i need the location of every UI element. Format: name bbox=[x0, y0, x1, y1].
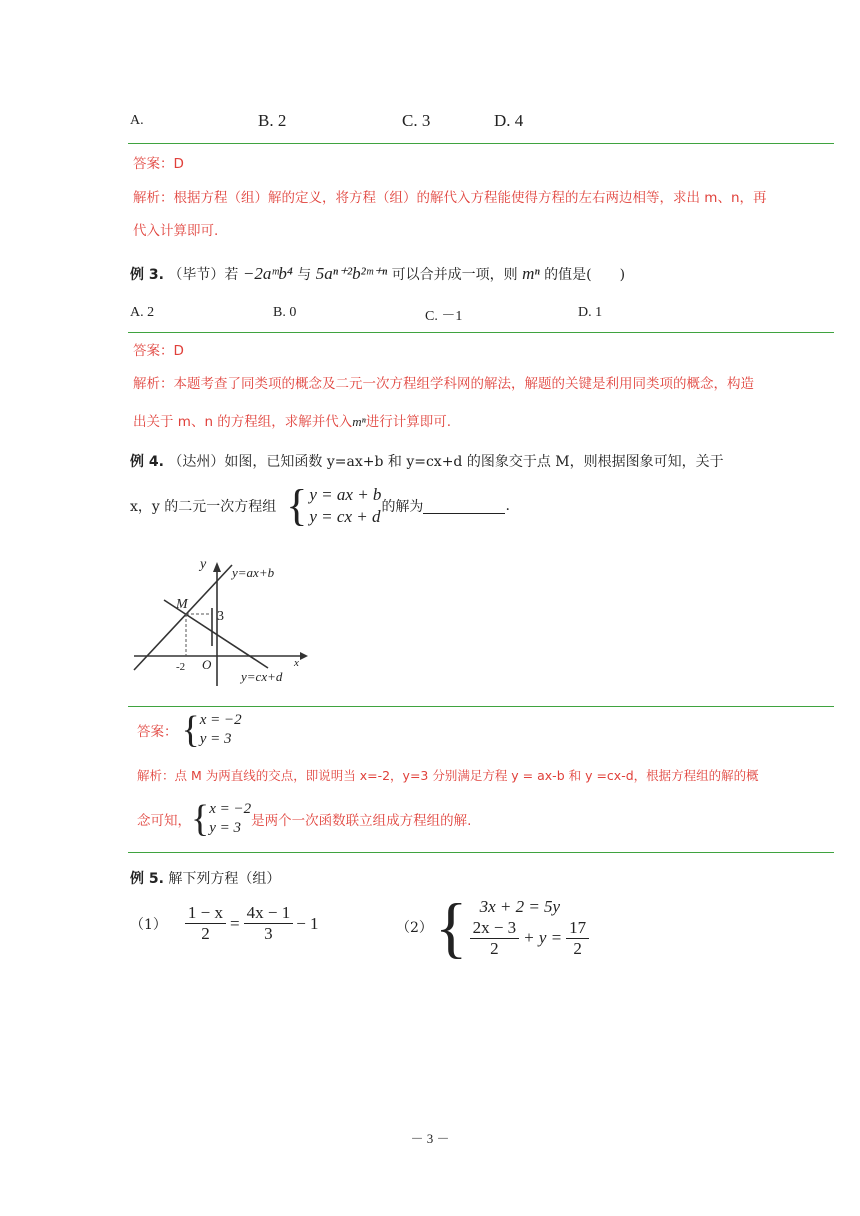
q2-answer bbox=[133, 152, 184, 172]
q5-part1-den-right: 3 bbox=[264, 924, 273, 943]
q5-part1-frac-right bbox=[244, 903, 294, 944]
q4-analysis-line2-a: 念可知， bbox=[137, 813, 191, 829]
q4-line2-b: 的解为 bbox=[381, 499, 424, 515]
q3-tail: 可以合并成一项，则 bbox=[391, 267, 518, 283]
q3-expr1: −2aᵐb⁴ bbox=[242, 264, 293, 283]
q4-system-top: y = ax + b bbox=[309, 485, 382, 504]
q5-title: 解下列方程（组） bbox=[168, 871, 281, 887]
q4-number: 例 4. bbox=[130, 454, 164, 470]
q4-line2-a: x，y 的二元一次方程组 bbox=[130, 499, 277, 515]
q4-answer-system bbox=[182, 711, 242, 749]
q5-part2-frac-a bbox=[470, 918, 520, 959]
q2-answer-top-rule bbox=[128, 143, 834, 144]
label-3: 3 bbox=[217, 609, 224, 624]
label-line2: y=cx+d bbox=[241, 669, 283, 684]
q5-number: 例 5. bbox=[130, 871, 164, 887]
q3-analysis-line2-b: 进行计算即可. bbox=[365, 414, 452, 430]
q2-option-d: D. 4 bbox=[494, 111, 524, 130]
q4-question-line1 bbox=[130, 451, 724, 471]
q3-answer-label: 答案： bbox=[133, 343, 174, 359]
q2-analysis-line2: 代入计算即可. bbox=[133, 223, 219, 239]
q3-option-b: B. 0 bbox=[273, 305, 297, 320]
label-m: M bbox=[176, 597, 188, 612]
q2-option-c: C. 3 bbox=[402, 111, 431, 130]
q5-part1-num-right: 4x − 1 bbox=[244, 903, 294, 924]
q4-line1: （达州）如图，已知函数 y=ax+b 和 y=cx+d 的图象交于点 M，则根据图象可知，关于 bbox=[168, 454, 724, 470]
q5-part2-label: （2） bbox=[396, 920, 433, 936]
q2-answer-label: 答案： bbox=[133, 156, 174, 172]
q4-equation-system bbox=[286, 481, 382, 530]
q4-answer-bottom: y = 3 bbox=[199, 731, 232, 747]
q3-analysis-line2 bbox=[133, 410, 451, 430]
q5-question bbox=[130, 868, 280, 888]
q4-line2-c: . bbox=[505, 498, 510, 514]
q4-answer-label: 答案： bbox=[137, 724, 178, 740]
q4-system-bottom: y = cx + d bbox=[309, 507, 381, 526]
q4-analysis-top: x = −2 bbox=[209, 801, 252, 817]
q4-answer-top-rule bbox=[128, 706, 834, 707]
q4-system-brace: { bbox=[286, 481, 308, 530]
label-x: x bbox=[294, 657, 299, 669]
q5-part1-label: （1） bbox=[130, 916, 167, 933]
q3-expr3: mⁿ bbox=[522, 264, 540, 283]
q3-number: 例 3. bbox=[130, 267, 164, 283]
q2-option-a: A. bbox=[130, 113, 144, 128]
q4-analysis-bottom: y = 3 bbox=[209, 820, 242, 836]
q5-part1-tail: − 1 bbox=[296, 913, 319, 933]
q3-analysis-line2-a: 出关于 m、n 的方程组，求解并代入 bbox=[133, 414, 353, 430]
q3-option-d: D. 1 bbox=[578, 305, 603, 320]
label-line1: y=ax+b bbox=[232, 565, 275, 580]
q4-analysis-system bbox=[191, 800, 251, 838]
q4-answer-top: x = −2 bbox=[199, 712, 242, 728]
q4-analysis-line2 bbox=[137, 800, 471, 838]
q4-answer-brace: { bbox=[181, 709, 200, 751]
q5-part2-num-b: 17 bbox=[566, 918, 589, 939]
q5-part2-den-a: 2 bbox=[490, 938, 499, 958]
q3-expr2: 5aⁿ⁺²b²ᵐ⁺ⁿ bbox=[315, 264, 388, 283]
q2-answer-value: D bbox=[173, 156, 184, 172]
q3-option-a: A. 2 bbox=[130, 305, 155, 320]
q5-part2-mid: + y = bbox=[523, 928, 563, 947]
q3-analysis-expr: mⁿ bbox=[352, 414, 366, 429]
q5-part1-frac-left bbox=[185, 903, 226, 944]
q4-answer-bottom-rule bbox=[128, 852, 834, 853]
q5-part2-eq1: 3x + 2 = 5y bbox=[479, 896, 561, 916]
q2-analysis-line1: 解析：根据方程（组）解的定义，将方程（组）的解代入方程能使得方程的左右两边相等，求出 m、n，再 bbox=[133, 190, 767, 206]
q4-answer-blank bbox=[423, 499, 505, 514]
q3-source: （毕节）若 bbox=[168, 267, 239, 283]
q5-part1-equals: = bbox=[230, 913, 240, 933]
q3-tail2: 的值是( ) bbox=[544, 267, 626, 283]
q4-question-line2 bbox=[130, 481, 510, 530]
q4-analysis-line1: 解析：点 M 为两直线的交点，即说明当 x=-2，y=3 分别满足方程 y = ax-b 和 y =cx-d，根据方程组的解的概 bbox=[137, 768, 759, 783]
y-axis-arrow bbox=[213, 562, 221, 572]
q5-part2 bbox=[396, 889, 589, 965]
q5-part1-den-left: 2 bbox=[201, 924, 210, 943]
q5-part2-num-a: 2x − 3 bbox=[470, 918, 520, 939]
q5-part2-brace: { bbox=[434, 889, 468, 965]
q4-function-graph bbox=[128, 548, 313, 690]
label-neg2: -2 bbox=[176, 661, 186, 673]
q3-mid: 与 bbox=[297, 267, 312, 283]
q4-analysis-line2-b: 是两个一次函数联立组成方程组的解. bbox=[251, 813, 472, 829]
q5-part1-num-left: 1 − x bbox=[185, 903, 226, 924]
q4-answer bbox=[137, 711, 242, 749]
q2-option-b: B. 2 bbox=[258, 111, 287, 130]
q5-part2-eq2 bbox=[470, 918, 590, 959]
label-y: y bbox=[200, 557, 207, 572]
q3-analysis-line1: 解析：本题考查了同类项的概念及二元一次方程组学科网的解法，解题的关键是利用同类项的概念，构造 bbox=[133, 376, 754, 392]
q5-part2-frac-b bbox=[566, 918, 589, 959]
q3-answer-top-rule bbox=[128, 332, 834, 333]
page-number: － 3 － bbox=[410, 1131, 450, 1146]
q3-option-c: C. －1 bbox=[425, 309, 463, 324]
q3-answer bbox=[133, 339, 184, 359]
q5-part2-den-b: 2 bbox=[573, 938, 582, 958]
x-axis-arrow bbox=[300, 652, 308, 660]
q5-part1 bbox=[130, 903, 319, 944]
q3-answer-value: D bbox=[173, 343, 184, 359]
label-origin: O bbox=[202, 657, 212, 672]
q3-question bbox=[130, 264, 625, 284]
q4-analysis-brace: { bbox=[191, 798, 210, 840]
